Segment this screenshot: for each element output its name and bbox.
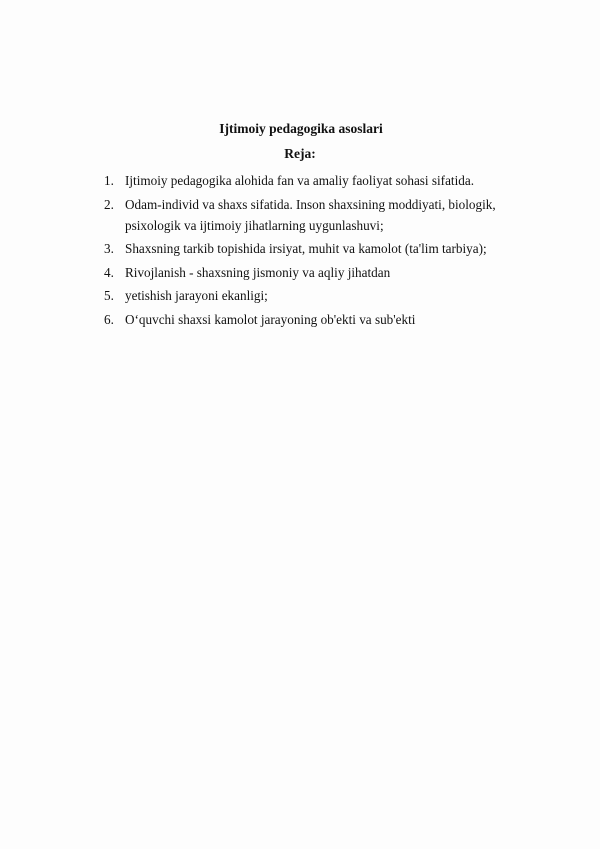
plan-item-number: 3. [104,241,114,257]
plan-heading [0,146,600,162]
document-title-text: Ijtimoiy pedagogika asoslari [219,121,383,136]
plan-item-5 [104,285,544,306]
plan-item-4 [104,262,544,283]
plan-item-number: 1. [104,173,114,188]
document-title [0,121,600,137]
plan-item-text: O‘quvchi shaxsi kamolot jarayoning ob'ekti va sub'ekti [125,311,416,327]
plan-item-6 [104,309,544,330]
plan-item-number: 4. [104,264,114,280]
plan-item-number: 5. [104,288,114,304]
plan-item-text: Ijtimoiy pedagogika alohida fan va amaliy faoliyat sohasi sifatida. [125,173,474,188]
plan-item-2 [104,194,544,236]
plan-heading-text: Reja: [284,146,316,161]
plan-item-number: 2. [104,196,114,212]
plan-item-text: Rivojlanish - shaxsning jismoniy va aqliy jihatdan [125,264,391,280]
plan-item-3 [104,238,544,259]
plan-item-1 [104,170,544,191]
plan-item-text: Odam-individ va shaxs sifatida. Inson shaxsining moddiyati, biologik, psixologik va ijtimoiy jihatlarning uygunlashuvi; [125,196,496,233]
plan-item-text: yetishish jarayoni ekanligi; [125,288,268,304]
plan-item-number: 6. [104,311,114,327]
plan-item-text: Shaxsning tarkib topishida irsiyat, muhit va kamolot (ta'lim tarbiya); [125,241,487,257]
plan-list [104,170,544,333]
